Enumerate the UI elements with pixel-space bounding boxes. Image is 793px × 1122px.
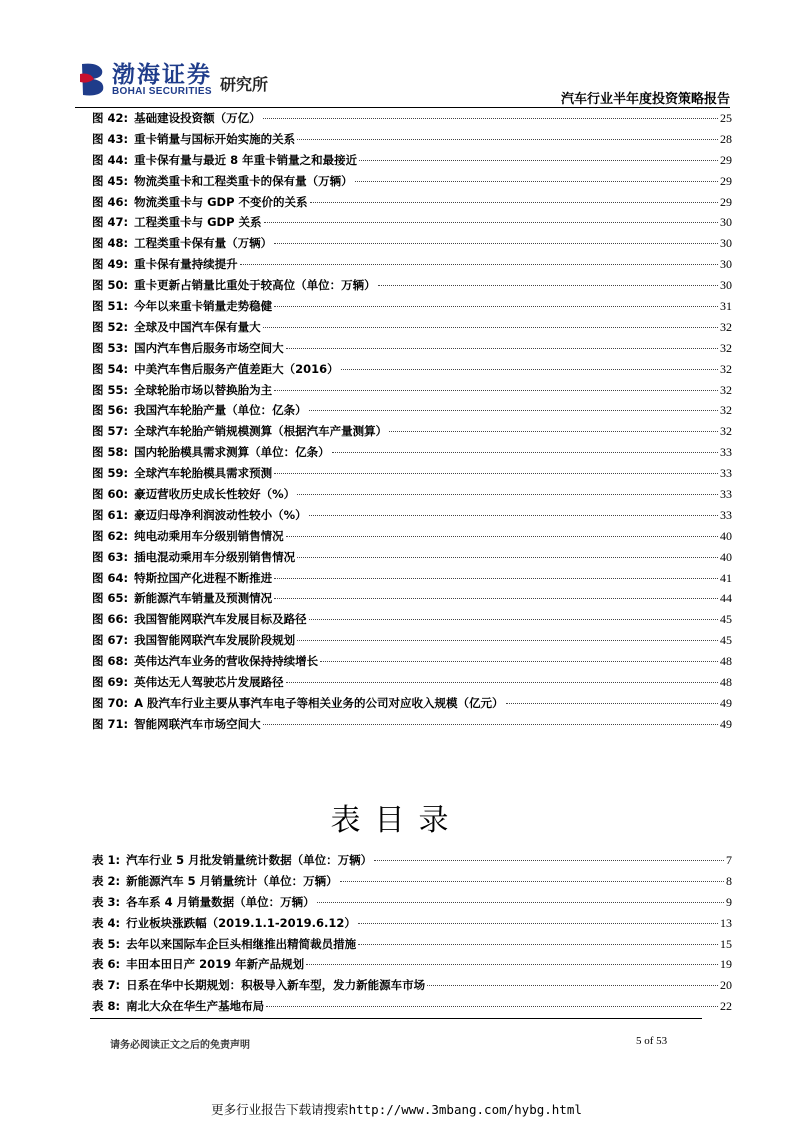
entry-title: 基础建设投资额（万亿） [134, 111, 261, 125]
dot-leader [286, 682, 718, 683]
entry-title: 全球轮胎市场以替换胎为主 [134, 382, 273, 397]
entry-page-number: 49 [720, 716, 732, 731]
institute-label: 研究所 [220, 75, 269, 94]
toc-entry[interactable] [92, 894, 732, 915]
toc-entry[interactable] [92, 173, 732, 194]
entry-title: 中美汽车售后服务产值差距大（2016） [134, 361, 339, 376]
dot-leader [274, 473, 718, 474]
toc-entry[interactable] [92, 590, 732, 611]
dot-leader [274, 578, 718, 579]
dot-leader [297, 494, 718, 495]
dot-leader [263, 118, 718, 119]
entry-page-number: 48 [720, 675, 732, 690]
toc-entry[interactable] [92, 915, 732, 936]
entry-number: 图 58: [92, 445, 129, 460]
entry-title: 南北大众在华生产基地布局 [126, 999, 265, 1014]
entry-number: 表 7: [92, 978, 121, 993]
entry-number: 图 45: [92, 173, 129, 188]
toc-entry[interactable] [92, 444, 732, 465]
dot-leader [355, 181, 718, 182]
table-list [92, 852, 732, 1019]
dot-leader [340, 881, 724, 882]
entry-title: 国内轮胎模具需求测算（单位：亿条） [134, 445, 330, 460]
entry-page-number: 29 [720, 194, 732, 209]
entry-title: 工程类重卡与 GDP 关系 [134, 215, 262, 230]
entry-title: 各车系 4 月销量数据（单位：万辆） [126, 894, 315, 909]
entry-title: 我国智能网联汽车发展目标及路径 [134, 612, 307, 627]
toc-entry[interactable] [92, 361, 732, 382]
dot-leader [274, 243, 718, 244]
dot-leader [266, 1006, 718, 1007]
entry-page-number: 33 [720, 487, 732, 502]
entry-page-number: 40 [720, 528, 732, 543]
toc-entry[interactable] [92, 873, 732, 894]
report-title: 汽车行业半年度投资策略报告 [560, 92, 730, 107]
dot-leader [332, 452, 718, 453]
entry-number: 图 47: [92, 215, 129, 230]
dot-leader [263, 327, 718, 328]
entry-title: 去年以来国际车企巨头相继推出精简裁员措施 [126, 936, 357, 951]
entry-page-number: 33 [720, 445, 732, 460]
figure-list [92, 110, 732, 737]
entry-number: 图 59: [92, 466, 129, 481]
entry-number: 图 46: [92, 194, 129, 209]
dot-leader [358, 923, 718, 924]
dot-leader [297, 139, 718, 140]
entry-number: 图 61: [92, 507, 129, 522]
toc-entry[interactable] [92, 340, 732, 361]
dot-leader [359, 160, 718, 161]
bohai-logo-icon [78, 60, 108, 98]
dot-leader [286, 536, 718, 537]
dot-leader [309, 410, 718, 411]
entry-page-number: 29 [720, 173, 732, 188]
entry-title: 今年以来重卡销量走势稳健 [134, 299, 273, 314]
entry-number: 图 70: [92, 695, 129, 710]
entry-number: 图 68: [92, 654, 129, 669]
dot-leader [274, 306, 718, 307]
download-banner: 更多行业报告下载请搜索http://www.3mbang.com/hybg.html [211, 1102, 582, 1117]
dot-leader [506, 703, 718, 704]
entry-page-number: 32 [720, 319, 732, 334]
entry-number: 图 51: [92, 299, 129, 314]
dot-leader [309, 515, 718, 516]
entry-title: 重卡更新占销量比重处于较高位（单位：万辆） [134, 278, 376, 293]
entry-title: 丰田本田日产 2019 年新产品规划 [126, 957, 305, 972]
entry-number: 表 8: [92, 999, 121, 1014]
entry-page-number: 32 [720, 382, 732, 397]
entry-number: 图 56: [92, 403, 129, 418]
entry-page-number: 22 [720, 999, 732, 1014]
entry-title: 日系在华中长期规划：积极导入新车型，发力新能源车市场 [126, 978, 426, 993]
entry-number: 图 44: [92, 152, 129, 167]
dot-leader [310, 202, 718, 203]
entry-number: 图 67: [92, 633, 129, 648]
entry-number: 表 5: [92, 936, 121, 951]
entry-page-number: 33 [720, 507, 732, 522]
entry-title: 豪迈归母净利润波动性较小（%） [134, 507, 307, 522]
dot-leader [297, 557, 718, 558]
entry-number: 表 6: [92, 957, 121, 972]
entry-page-number: 30 [720, 257, 732, 272]
dot-leader [274, 390, 718, 391]
entry-number: 图 48: [92, 236, 129, 251]
entry-page-number: 15 [720, 936, 732, 951]
toc-entry[interactable] [92, 110, 732, 131]
toc-entry[interactable] [92, 298, 732, 319]
entry-page-number: 30 [720, 215, 732, 230]
toc-entry[interactable] [92, 653, 732, 674]
entry-page-number: 28 [720, 131, 732, 146]
entry-title: 智能网联汽车市场空间大 [134, 716, 261, 731]
entry-number: 图 57: [92, 424, 129, 439]
toc-entry[interactable] [92, 194, 732, 215]
page-number: 5 of 53 [636, 1035, 668, 1047]
entry-page-number: 13 [720, 915, 732, 930]
header-divider [75, 107, 730, 108]
dot-leader [264, 222, 718, 223]
entry-title: 特斯拉国产化进程不断推进 [134, 570, 273, 585]
dot-leader [374, 860, 724, 861]
dot-leader [358, 944, 718, 945]
toc-entry[interactable] [92, 632, 732, 653]
toc-entry[interactable] [92, 716, 732, 737]
entry-number: 图 49: [92, 257, 129, 272]
entry-number: 表 4: [92, 915, 121, 930]
toc-entry[interactable] [92, 319, 732, 340]
toc-entry[interactable] [92, 998, 732, 1019]
dot-leader [389, 431, 718, 432]
entry-title: 行业板块涨跌幅（2019.1.1-2019.6.12） [126, 915, 356, 930]
toc-entry[interactable] [92, 695, 732, 716]
entry-page-number: 33 [720, 466, 732, 481]
entry-page-number: 44 [720, 591, 732, 606]
table-section-title: 表目录 [330, 803, 463, 838]
toc-entry[interactable] [92, 977, 732, 998]
entry-title: 新能源汽车销量及预测情况 [134, 591, 273, 606]
entry-number: 图 63: [92, 549, 129, 564]
entry-page-number: 41 [720, 570, 732, 585]
entry-title: 工程类重卡保有量（万辆） [134, 236, 273, 251]
entry-number: 图 53: [92, 340, 129, 355]
entry-page-number: 30 [720, 278, 732, 293]
entry-page-number: 32 [720, 424, 732, 439]
entry-title: 英伟达无人驾驶芯片发展路径 [134, 675, 284, 690]
entry-page-number: 32 [720, 403, 732, 418]
toc-entry[interactable] [92, 674, 732, 695]
entry-page-number: 31 [720, 299, 732, 314]
toc-entry[interactable] [92, 402, 732, 423]
entry-title: 重卡保有量持续提升 [134, 257, 238, 272]
entry-number: 图 60: [92, 487, 129, 502]
toc-entry[interactable] [92, 465, 732, 486]
entry-page-number: 40 [720, 549, 732, 564]
entry-title: 我国汽车轮胎产量（单位：亿条） [134, 403, 307, 418]
entry-number: 图 71: [92, 716, 129, 731]
entry-title: 插电混动乘用车分级别销售情况 [134, 549, 296, 564]
entry-number: 图 69: [92, 675, 129, 690]
toc-entry[interactable] [92, 570, 732, 591]
entry-number: 表 2: [92, 873, 121, 888]
entry-page-number: 29 [720, 152, 732, 167]
dot-leader [274, 598, 718, 599]
toc-entry[interactable] [92, 936, 732, 957]
entry-title: 重卡销量与国标开始实施的关系 [134, 131, 296, 146]
dot-leader [320, 661, 718, 662]
dot-leader [286, 348, 718, 349]
entry-title: 物流类重卡和工程类重卡的保有量（万辆） [134, 173, 353, 188]
entry-title: 英伟达汽车业务的营收保持持续增长 [134, 654, 319, 669]
logo-english-name: BOHAI SECURITIES [112, 86, 212, 97]
dot-leader [306, 964, 718, 965]
disclaimer-text: 请务必阅读正文之后的免责声明 [110, 1040, 250, 1051]
entry-number: 图 54: [92, 361, 129, 376]
entry-number: 表 1: [92, 853, 121, 867]
entry-page-number: 7 [726, 853, 732, 867]
entry-page-number: 32 [720, 361, 732, 376]
entry-number: 图 42: [92, 111, 129, 125]
entry-page-number: 25 [720, 111, 732, 125]
entry-page-number: 45 [720, 612, 732, 627]
toc-entry[interactable] [92, 235, 732, 256]
toc-entry[interactable] [92, 528, 732, 549]
entry-page-number: 8 [726, 873, 732, 888]
entry-number: 图 66: [92, 612, 129, 627]
toc-entry[interactable] [92, 486, 732, 507]
dot-leader [309, 619, 718, 620]
toc-entry[interactable] [92, 214, 732, 235]
dot-leader [240, 264, 718, 265]
entry-title: 全球汽车轮胎模具需求预测 [134, 466, 273, 481]
page-header [0, 0, 793, 110]
dot-leader [378, 285, 718, 286]
entry-title: 纯电动乘用车分级别销售情况 [134, 528, 284, 543]
entry-title: 国内汽车售后服务市场空间大 [134, 340, 284, 355]
toc-entry[interactable] [92, 256, 732, 277]
dot-leader [317, 902, 724, 903]
entry-title: 豪迈营收历史成长性较好（%） [134, 487, 296, 502]
toc-entry[interactable] [92, 549, 732, 570]
entry-page-number: 49 [720, 695, 732, 710]
entry-title: 全球汽车轮胎产销规模测算（根据汽车产量测算） [134, 424, 388, 439]
entry-page-number: 9 [726, 894, 732, 909]
toc-entry[interactable] [92, 382, 732, 403]
toc-entry[interactable] [92, 152, 732, 173]
entry-page-number: 20 [720, 978, 732, 993]
entry-number: 表 3: [92, 894, 121, 909]
toc-entry[interactable] [92, 423, 732, 444]
footer-divider [90, 1018, 702, 1019]
entry-title: 新能源汽车 5 月销量统计（单位：万辆） [126, 873, 338, 888]
entry-number: 图 64: [92, 570, 129, 585]
dot-leader [427, 985, 718, 986]
entry-title: A 股汽车行业主要从事汽车电子等相关业务的公司对应收入规模（亿元） [134, 695, 504, 710]
entry-number: 图 55: [92, 382, 129, 397]
entry-page-number: 30 [720, 236, 732, 251]
entry-title: 汽车行业 5 月批发销量统计数据（单位：万辆） [126, 853, 373, 867]
entry-title: 物流类重卡与 GDP 不变价的关系 [134, 194, 308, 209]
entry-page-number: 32 [720, 340, 732, 355]
toc-entry[interactable] [92, 131, 732, 152]
toc-entry[interactable] [92, 956, 732, 977]
toc-entry[interactable] [92, 852, 732, 873]
dot-leader [341, 369, 718, 370]
entry-number: 图 52: [92, 319, 129, 334]
entry-number: 图 43: [92, 131, 129, 146]
entry-number: 图 62: [92, 528, 129, 543]
entry-title: 全球及中国汽车保有量大 [134, 319, 261, 334]
entry-page-number: 45 [720, 633, 732, 648]
logo-chinese-name: 渤海证券 [112, 62, 212, 88]
toc-entry[interactable] [92, 611, 732, 632]
entry-title: 我国智能网联汽车发展阶段规划 [134, 633, 296, 648]
entry-title: 重卡保有量与最近 8 年重卡销量之和最接近 [134, 152, 358, 167]
toc-entry[interactable] [92, 277, 732, 298]
entry-page-number: 48 [720, 654, 732, 669]
dot-leader [263, 724, 718, 725]
entry-page-number: 19 [720, 957, 732, 972]
entry-number: 图 50: [92, 278, 129, 293]
toc-entry[interactable] [92, 507, 732, 528]
entry-number: 图 65: [92, 591, 129, 606]
dot-leader [297, 640, 718, 641]
